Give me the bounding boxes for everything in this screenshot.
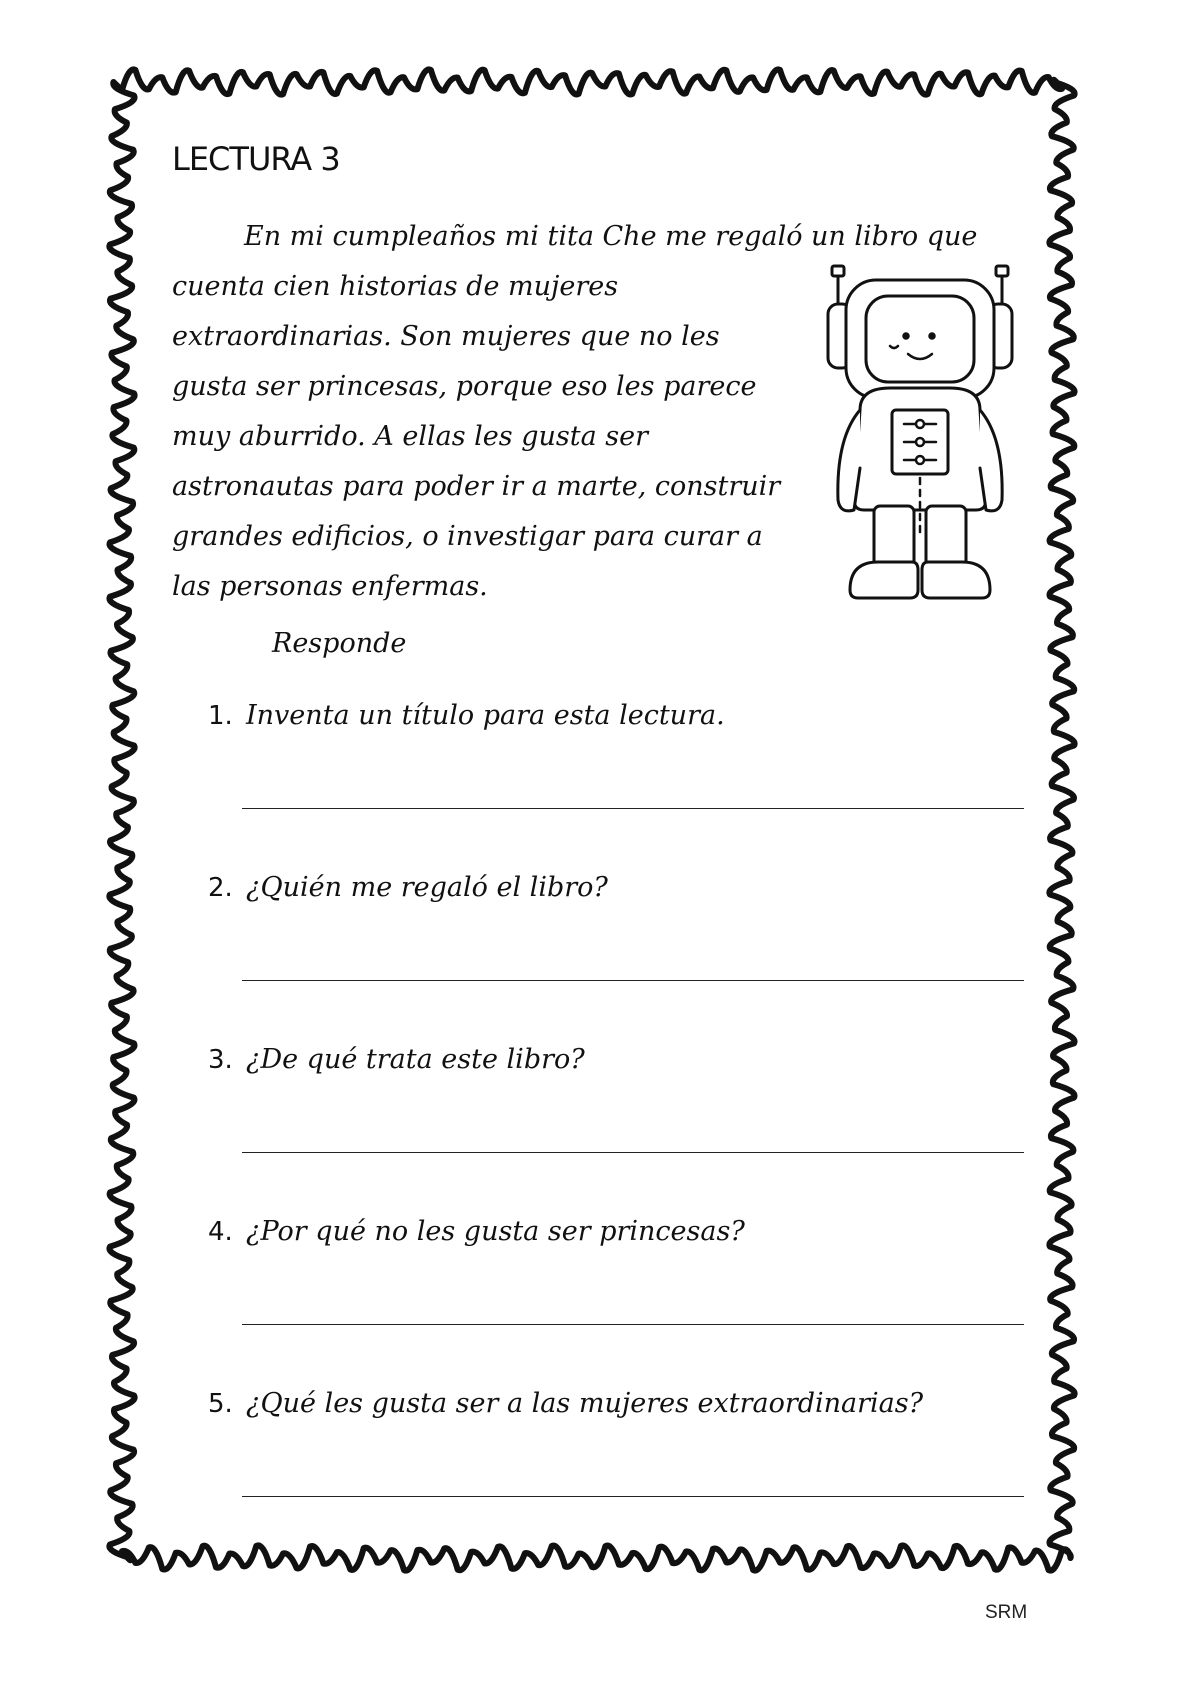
question-number: 2. — [208, 873, 233, 903]
question-text: ¿Por qué no les gusta ser princesas? — [246, 1216, 745, 1247]
question-number: 3. — [208, 1045, 233, 1075]
answer-line[interactable] — [242, 1324, 1024, 1325]
answer-line[interactable] — [242, 1152, 1024, 1153]
question-text: Inventa un título para esta lectura. — [246, 700, 725, 731]
reading-line: muy aburrido. A ellas les gusta ser — [172, 421, 648, 452]
reading-line: extraordinarias. Son mujeres que no les — [172, 321, 720, 352]
answer-line[interactable] — [242, 808, 1024, 809]
answer-line[interactable] — [242, 1496, 1024, 1497]
question-item — [208, 872, 608, 903]
question-item — [208, 1044, 585, 1075]
reading-line: cuenta cien historias de mujeres — [172, 271, 619, 302]
page-title: LECTURA 3 — [172, 140, 340, 178]
reading-line: las personas enfermas. — [172, 571, 488, 602]
question-number: 5. — [208, 1389, 233, 1419]
author-initials: SRM — [985, 1602, 1028, 1623]
question-item — [208, 1388, 923, 1419]
answer-line[interactable] — [242, 980, 1024, 981]
reading-line: En mi cumpleaños mi tita Che me regaló un libro que — [244, 221, 978, 252]
question-item — [208, 700, 725, 731]
astronaut-child-illustration — [820, 238, 1020, 610]
question-text: ¿Qué les gusta ser a las mujeres extraordinarias? — [246, 1388, 924, 1419]
question-item — [208, 1216, 745, 1247]
question-text: ¿Quién me regaló el libro? — [246, 872, 608, 903]
question-text: ¿De qué trata este libro? — [246, 1044, 585, 1075]
question-number: 4. — [208, 1217, 233, 1247]
reading-line: gusta ser princesas, porque eso les parece — [172, 371, 757, 402]
reading-line: astronautas para poder ir a marte, construir — [172, 471, 781, 502]
responde-heading: Responde — [272, 628, 407, 659]
question-number: 1. — [208, 701, 233, 731]
reading-line: grandes edificios, o investigar para curar a — [172, 521, 763, 552]
